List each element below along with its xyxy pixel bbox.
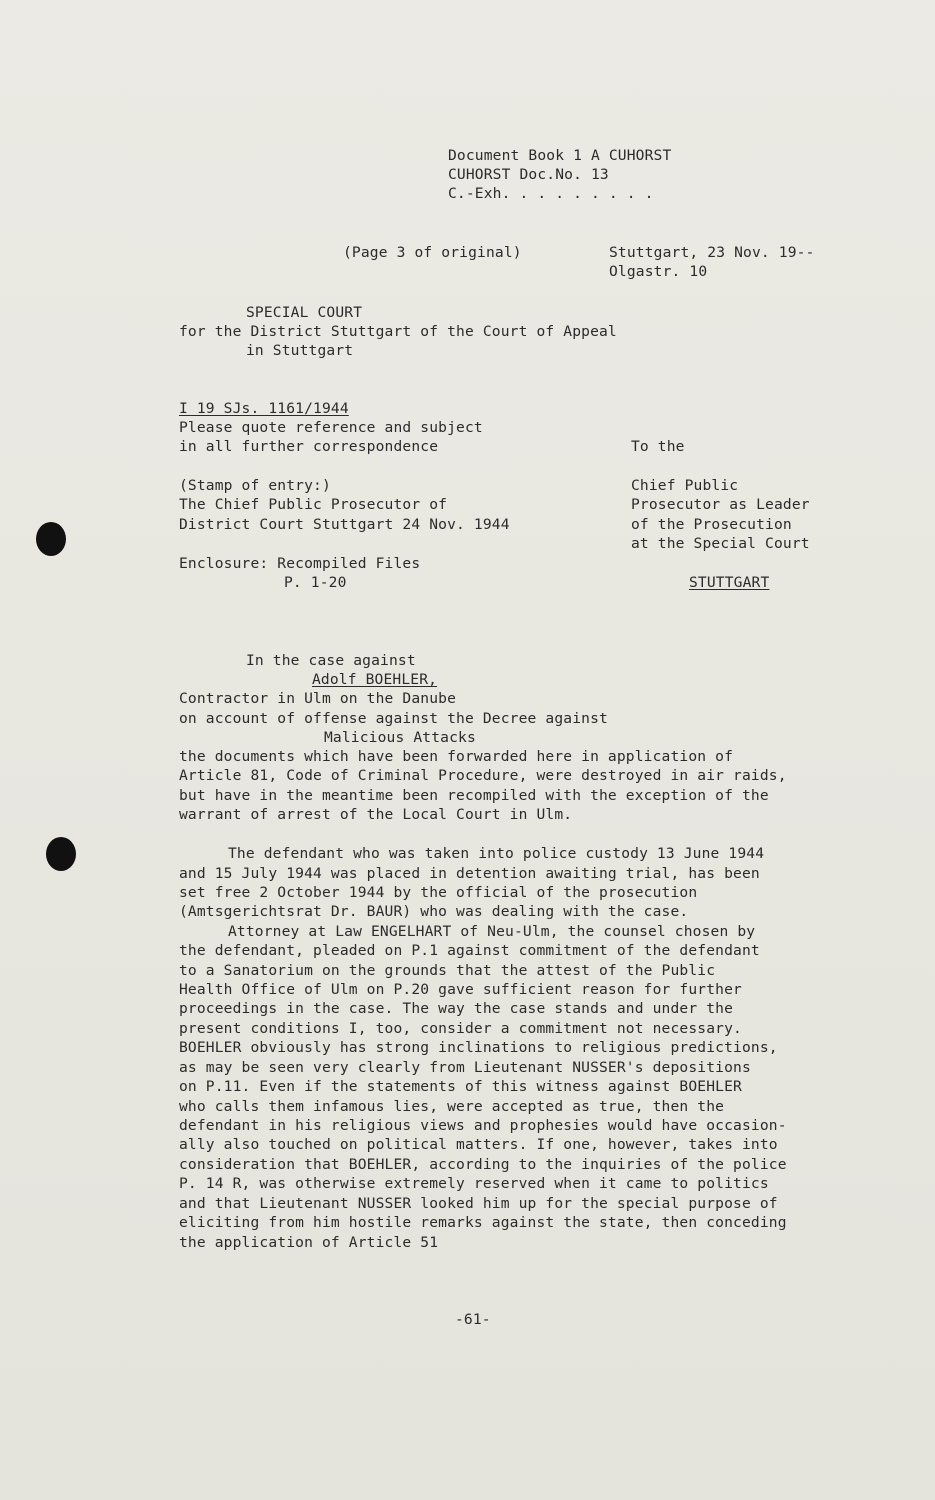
punch-hole [46,837,76,871]
reference-note: in all further correspondence [179,438,439,455]
case-intro: In the case against [246,652,416,669]
body-line: Health Office of Ulm on P.20 gave sufficient reason for further [179,981,742,998]
defendant-name: Adolf BOEHLER, [312,671,438,688]
place-date: Stuttgart, 23 Nov. 19-- [609,244,815,261]
header-exhibit: C.-Exh. . . . . . . . . [448,185,654,202]
addressee-line: Prosecutor as Leader [631,496,810,513]
body-line: ally also touched on political matters. If one, however, takes into [179,1136,778,1153]
stamp-label: (Stamp of entry:) [179,477,331,494]
punch-hole [36,522,66,556]
page-reference: (Page 3 of original) [343,244,522,261]
body-line: Attorney at Law ENGELHART of Neu-Ulm, the counsel chosen by [228,923,756,940]
addressee-city: STUTTGART [689,574,770,591]
body-line: Article 81, Code of Criminal Procedure, were destroyed in air raids, [179,767,787,784]
body-line: set free 2 October 1944 by the official of the prosecution [179,884,698,901]
street-address: Olgastr. 10 [609,263,708,280]
body-line: BOEHLER obviously has strong inclinations to religious predictions, [179,1039,778,1056]
court-district: for the District Stuttgart of the Court of Appeal [179,323,617,340]
body-line: the documents which have been forwarded here in application of [179,748,734,765]
body-line: proceedings in the case. The way the case stands and under the [179,1000,734,1017]
stamp-text: District Court Stuttgart 24 Nov. 1944 [179,516,510,533]
case-line: Malicious Attacks [324,729,476,746]
body-line: present conditions I, too, consider a commitment not necessary. [179,1020,742,1037]
reference-note: Please quote reference and subject [179,419,483,436]
body-line: and 15 July 1944 was placed in detention awaiting trial, has been [179,865,760,882]
case-line: on account of offense against the Decree against [179,710,608,727]
body-line: defendant in his religious views and prophesies would have occasion- [179,1117,787,1134]
body-line: and that Lieutenant NUSSER looked him up for the special purpose of [179,1195,778,1212]
page-number: -61- [455,1311,491,1328]
body-line: but have in the meantime been recompiled with the exception of the [179,787,769,804]
body-line: warrant of arrest of the Local Court in Ulm. [179,806,573,823]
header-document-book: Document Book 1 A CUHORST [448,147,672,164]
addressee-to: To the [631,438,685,455]
court-city: in Stuttgart [246,342,354,359]
header-doc-number: CUHORST Doc.No. 13 [448,166,609,183]
body-line: (Amtsgerichtsrat Dr. BAUR) who was dealing with the case. [179,903,689,920]
enclosure-label: Enclosure: Recompiled Files [179,555,421,572]
body-line: as may be seen very clearly from Lieutenant NUSSER's depositions [179,1059,751,1076]
addressee-line: at the Special Court [631,535,810,552]
reference-number: I 19 SJs. 1161/1944 [179,400,349,417]
body-line: consideration that BOEHLER, according to the inquiries of the police [179,1156,787,1173]
court-title: SPECIAL COURT [246,304,363,321]
body-line: P. 14 R, was otherwise extremely reserved when it came to politics [179,1175,769,1192]
body-line: eliciting from him hostile remarks against the state, then conceding [179,1214,787,1231]
body-line: who calls them infamous lies, were accepted as true, then the [179,1098,725,1115]
body-line: to a Sanatorium on the grounds that the attest of the Public [179,962,716,979]
body-line: the defendant, pleaded on P.1 against commitment of the defendant [179,942,760,959]
case-line: Contractor in Ulm on the Danube [179,690,457,707]
body-line: the application of Article 51 [179,1234,439,1251]
stamp-text: The Chief Public Prosecutor of [179,496,448,513]
addressee-line: Chief Public [631,477,739,494]
body-line: The defendant who was taken into police custody 13 June 1944 [228,845,765,862]
body-line: on P.11. Even if the statements of this witness against BOEHLER [179,1078,742,1095]
enclosure-pages: P. 1-20 [284,574,347,591]
addressee-line: of the Prosecution [631,516,792,533]
